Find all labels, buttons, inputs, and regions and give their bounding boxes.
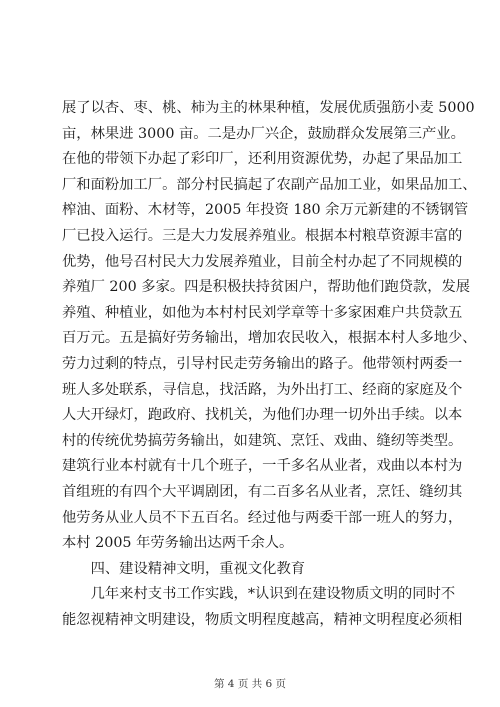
text-line: 亩，林果进 3000 亩。二是办厂兴企，鼓励群众发展第三产业。 <box>62 125 465 142</box>
text-line: 厂已投入运行。三是大力发展养殖业。根据本村粮草资源丰富的 <box>62 227 463 244</box>
text-line: 首组班的有四个大平调剧团，有二百多名从业者，烹饪、缝纫其 <box>62 483 463 500</box>
text-line: 百万元。五是搞好劳务输出，增加农民收入，根据本村人多地少、 <box>62 330 477 347</box>
text-line: 养殖、种植业，如他为本村村民刘学章等十多家困难户共贷款五 <box>62 304 463 321</box>
text-line: 榨油、面粉、木材等，2005 年投资 180 余万元新建的不锈钢管 <box>62 202 469 219</box>
text-line: 本村 2005 年劳务输出达两千余人。 <box>62 535 294 552</box>
text-line: 在他的带领下办起了彩印厂，还利用资源优势，办起了果品加工 <box>62 151 463 168</box>
text-line: 能忽视精神文明建设，物质文明程度越高，精神文明程度必须相 <box>62 611 463 628</box>
page-footer: 第 4 页 共 6 页 <box>213 678 287 690</box>
text-line: 班人多处联系，寻信息，找活路，为外出打工、经商的家庭及个 <box>62 381 463 398</box>
text-line: 人大开绿灯，跑政府、找机关，为他们办理一切外出手续。以本 <box>62 407 463 424</box>
section-heading: 四、建设精神文明，重视文化教育 <box>62 560 306 577</box>
text-line: 建筑行业本村就有十几个班子，一千多名从业者，戏曲以本村为 <box>62 458 463 475</box>
text-line: 劳力过剩的特点，引导村民走劳务输出的路子。他带领村两委一 <box>62 355 463 372</box>
text-line: 几年来村支书工作实践，*认识到在建设物质文明的同时不 <box>62 586 456 603</box>
text-line: 厂和面粉加工厂。部分村民搞起了农副产品加工业，如果品加工、 <box>62 176 477 193</box>
text-line: 他劳务从业人员不下五百名。经过他与两委干部一班人的努力， <box>62 509 463 526</box>
text-line: 村的传统优势搞劳务输出，如建筑、烹饪、戏曲、缝纫等类型。 <box>62 432 463 449</box>
text-line: 展了以杏、枣、桃、柿为主的林果种植，发展优质强筋小麦 5000 <box>62 100 475 116</box>
text-line: 养殖厂 200 多家。四是积极扶持贫困户，帮助他们跑贷款，发展 <box>62 279 471 296</box>
body-text <box>62 96 477 633</box>
text-line: 优势，他号召村民大力发展养殖业，目前全村办起了不同规模的 <box>62 253 463 270</box>
